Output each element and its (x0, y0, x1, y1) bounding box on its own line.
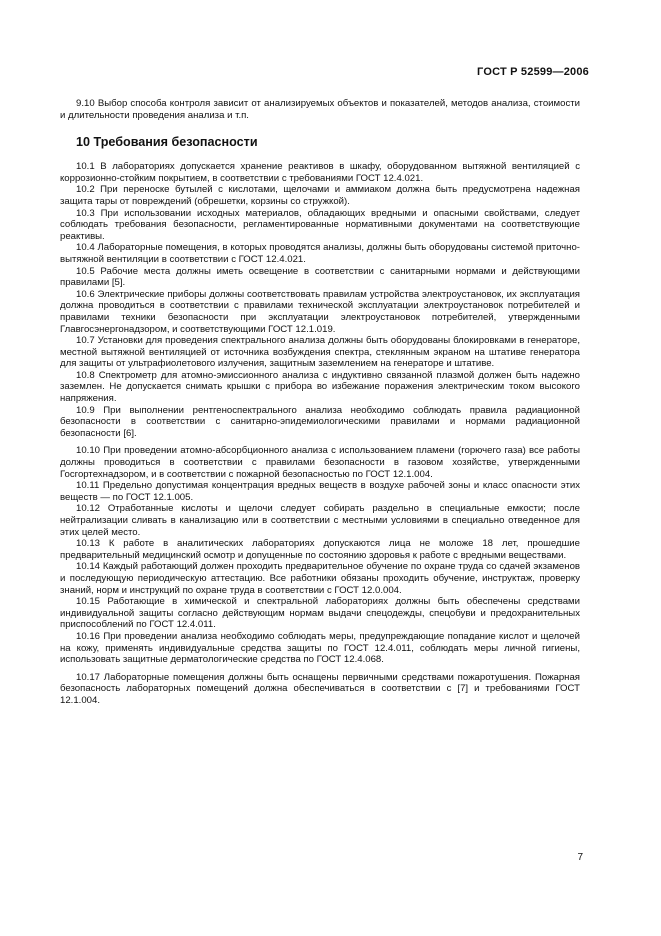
clause-10-5: 10.5 Рабочие места должны иметь освещение в соответствии с санитарными нормами и действующими правилами [5]. (60, 265, 580, 289)
clause-10-11: 10.11 Предельно допустимая концентрация вредных веществ в воздухе рабочей зоны и класс опасности этих веществ — по ГОСТ 12.1.005. (60, 480, 580, 503)
clause-10-2: 10.2 При переноске бутылей с кислотами, щелочами и аммиаком должна быть предусмотрена надежная защита тары от повреждений (обрешетки, корзины со стружкой). (60, 184, 580, 207)
clause-10-6: 10.6 Электрические приборы должны соответствовать правилам устройства электроустановок, их эксплуатация должна проводиться в соответствии с правилами технической эксплуатации электроустановок потребителей и правилами техники безопасности при эксплуатации электроустановок потребителей, утвержденными Главгосэнергонадзором, и соответствующими ГОСТ 12.1.019. (60, 288, 580, 335)
clause-10-7: 10.7 Установки для проведения спектрального анализа должны быть оборудованы блокировками в генераторе, местной вытяжной вентиляцией от источника возбуждения спектра, стеклянным экраном на штативе генератора для защиты от ультрафиолетового излучения, защитным заземлением на генераторе и штативе. (60, 335, 580, 370)
clause-10-13: 10.13 К работе в аналитических лабораториях допускаются лица не моложе 18 лет, прошедшие предварительный медицинский осмотр и допущенные по состоянию здоровья к работе с вредными веществами. (60, 538, 580, 561)
clause-10-12: 10.12 Отработанные кислоты и щелочи следует собирать раздельно в специальные емкости; после нейтрализации сливать в канализацию или в соответствии с местными условиями в специально отведенное для этих целей место. (60, 503, 580, 538)
section-title: 10 Требования безопасности (76, 135, 258, 150)
clause-10-17: 10.17 Лабораторные помещения должны быть оснащены первичными средствами пожаротушения. Пожарная безопасность лабораторных помещений должна обеспечиваться в соответствии с [7] и требованиями ГОСТ 12.1.004. (60, 671, 580, 706)
document-header: ГОСТ Р 52599—2006 (477, 66, 589, 78)
clause-10-3: 10.3 При использовании исходных материалов, обладающих вредными и опасными свойствами, следует соблюдать требования безопасности, регламентированные нормативными документами на соответствующие реактивы. (60, 207, 580, 242)
clause-10-15: 10.15 Работающие в химической и спектральной лабораториях должны быть обеспечены средствами индивидуальной защиты согласно действующим нормам выдачи спецодежды, спецобуви и предохранительных приспособлений по ГОСТ 12.4.011. (60, 596, 580, 631)
clause-10-4: 10.4 Лабораторные помещения, в которых проводятся анализы, должны быть оборудованы системой приточно-вытяжной вентиляции в соответствии с ГОСТ 12.4.021. (60, 242, 580, 265)
clause-10-16: 10.16 При проведении анализа необходимо соблюдать меры, предупреждающие попадание кислот и щелочей на кожу, применять индивидуальные средства защиты по ГОСТ 12.4.011, соблюдать меры личной гигиены, использовать защитные дерматологические средства по ГОСТ 12.4.068. (60, 630, 580, 666)
page-content (60, 98, 580, 707)
page-number: 7 (577, 852, 583, 863)
clause-10-1: 10.1 В лабораториях допускается хранение реактивов в шкафу, оборудованном вытяжной вентиляцией с коррозионно-стойким покрытием, в соответствии с требованиями ГОСТ 12.4.021. (60, 161, 580, 184)
clause-10-10: 10.10 При проведении атомно-абсорбционного анализа с использованием пламени (горючего газа) все работы должны проводиться в соответствии с правилами безопасности в газовом хозяйстве, утвержденными Госгортехнадзором, и в соответствии с пожарной безопасностью по ГОСТ 12.1.004. (60, 445, 580, 480)
clause-9-10: 9.10 Выбор способа контроля зависит от анализируемых объектов и показателей, методов анализа, стоимости и длительности проведения анализа и т.п. (60, 98, 580, 121)
clause-10-14: 10.14 Каждый работающий должен проходить предварительное обучение по охране труда со сдачей экзаменов и последующую периодическую аттестацию. Все работники обязаны проходить обучение, инструктаж, проверку знаний, норм и инструкций по охране труда в соответствии с ГОСТ 12.0.004. (60, 561, 580, 596)
clause-10-9: 10.9 При выполнении рентгеноспектрального анализа необходимо соблюдать правила радиационной безопасности в соответствии с санитарно-эпидемиологическими правилами и нормами радиационной безопасности [6]. (60, 404, 580, 439)
clause-10-8: 10.8 Спектрометр для атомно-эмиссионного анализа с индуктивно связанной плазмой должен быть надежно заземлен. Не допускается снимать крышки с прибора во избежание поражения электрическим током высокого напряжения. (60, 369, 580, 405)
